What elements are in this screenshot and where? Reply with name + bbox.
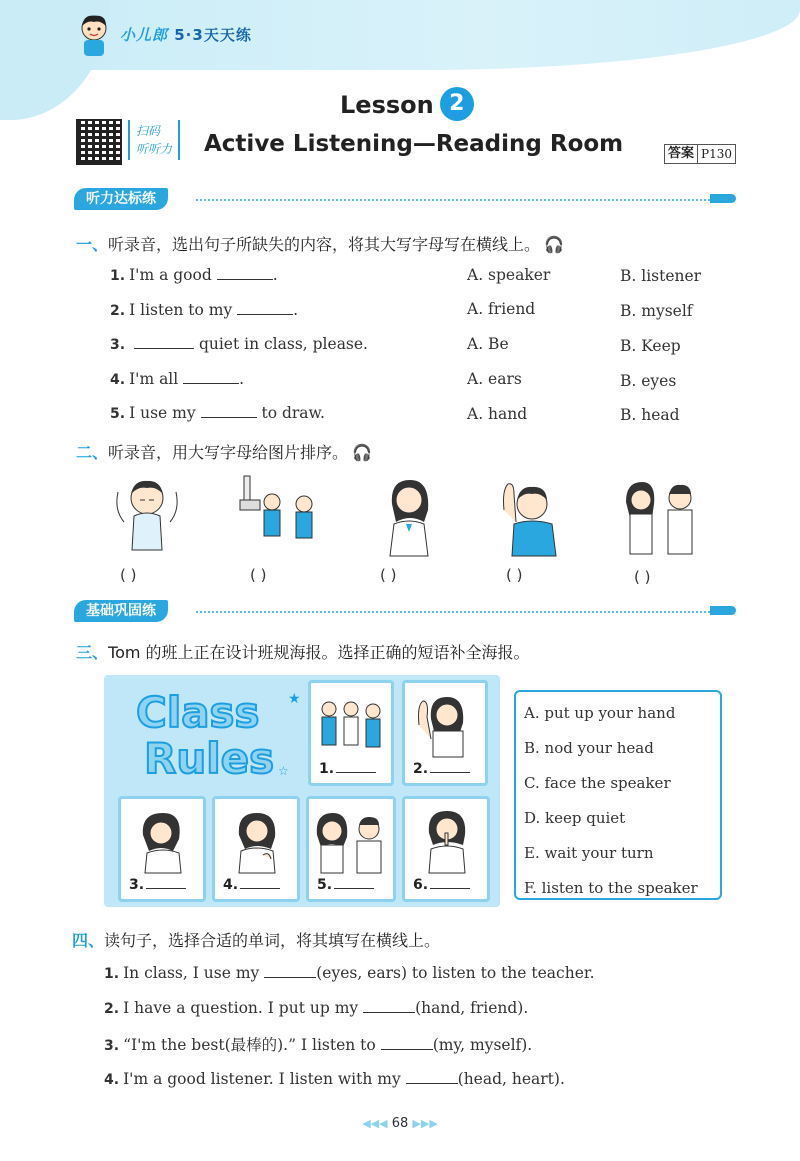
page-number: ◀◀◀ 68 ▶▶▶ <box>362 1116 438 1131</box>
scan-to-listen: 扫码 听听力 <box>128 120 180 160</box>
picture-girl-listening <box>374 470 444 558</box>
poster-frame-6 <box>402 796 490 902</box>
picture-girl-raising-hand <box>405 689 485 759</box>
answer-blank[interactable] <box>134 334 194 349</box>
answer-paren-1[interactable]: ( ) <box>120 566 137 584</box>
answer-paren-4[interactable]: ( ) <box>506 566 523 584</box>
question-2-instruction: 二、听录音，用大写字母给图片排序。 🎧 <box>76 443 372 462</box>
class-rules-title <box>128 683 304 781</box>
lesson-title: Active Listening—Reading Room <box>204 131 624 157</box>
answer-blank[interactable] <box>237 300 293 315</box>
answer-reference[interactable]: 答案 P130 <box>664 144 736 164</box>
section-banner-listening: 听力达标练 <box>74 188 736 212</box>
answer-blank[interactable] <box>183 369 239 384</box>
frame-label[interactable]: 3. <box>129 876 186 893</box>
q1-item-3: 3. quiet in class, please. <box>110 335 368 353</box>
section-banner-basic: 基础巩固练 <box>74 600 736 624</box>
picture-kids-at-water-fountain <box>236 470 320 558</box>
answer-blank[interactable] <box>264 963 316 978</box>
q1-item-4-option-a: A. ears <box>467 370 522 388</box>
answer-paren-3[interactable]: ( ) <box>380 566 397 584</box>
poster-frame-3 <box>118 796 206 902</box>
q1-item-5: 5. I use my to draw. <box>110 404 325 422</box>
q1-item-4: 4. I'm all . <box>110 370 245 388</box>
left-arrows-icon: ◀◀◀ <box>362 1117 388 1130</box>
picture-kids-facing <box>309 805 393 875</box>
svg-text:★: ★ <box>288 691 301 707</box>
picture-girl-nodding <box>123 805 203 875</box>
poster-frame-5 <box>306 796 396 902</box>
q1-item-2-option-b: B. myself <box>620 302 693 320</box>
answer-blank[interactable] <box>363 998 415 1013</box>
frame-label[interactable]: 4. <box>223 876 280 893</box>
svg-text:Class: Class <box>136 688 260 737</box>
q1-item-3-option-a: A. Be <box>467 335 509 353</box>
poster-option-d: D. keep quiet <box>524 809 626 827</box>
headphones-icon: 🎧 <box>352 443 372 462</box>
q4-item-4: 4. I'm a good listener. I listen with my (head, heart). <box>104 1070 565 1088</box>
poster-options-box <box>514 690 722 900</box>
answer-paren-2[interactable]: ( ) <box>250 566 267 584</box>
q4-item-3: 3. “I'm the best(最棒的).” I listen to (my, myself). <box>104 1036 533 1054</box>
poster-frame-4 <box>212 796 300 902</box>
picture-kids-in-line <box>311 689 391 759</box>
lesson-number-badge: 2 <box>440 87 474 121</box>
picture-girl-and-boy-facing <box>620 470 700 558</box>
poster-frame-1 <box>308 680 394 786</box>
q4-item-1: 1. In class, I use my (eyes, ears) to listen to the teacher. <box>104 964 595 982</box>
answer-blank[interactable] <box>201 403 257 418</box>
frame-label[interactable]: 2. <box>413 760 470 777</box>
svg-text:Rules: Rules <box>144 734 275 781</box>
picture-girl-finger-on-lips <box>407 805 487 875</box>
picture-boy-nodding <box>112 470 182 558</box>
question-3-instruction: 三、Tom 的班上正在设计班规海报。选择正确的短语补全海报。 <box>76 643 530 662</box>
q1-item-1: 1. I'm a good . <box>110 266 278 284</box>
headphones-icon: 🎧 <box>544 235 564 254</box>
frame-label[interactable]: 6. <box>413 876 470 893</box>
pencil-icon <box>710 606 736 615</box>
picture-boy-raising-hand <box>494 470 564 558</box>
poster-option-f: F. listen to the speaker <box>524 879 698 897</box>
answer-blank[interactable] <box>381 1035 433 1050</box>
svg-text:☆: ☆ <box>278 764 289 778</box>
q1-item-1-option-a: A. speaker <box>467 266 551 284</box>
right-arrows-icon: ▶▶▶ <box>412 1117 438 1130</box>
q1-item-4-option-b: B. eyes <box>620 372 677 390</box>
picture-girl-waiting <box>217 805 297 875</box>
q1-item-3-option-b: B. Keep <box>620 337 681 355</box>
q4-item-2: 2. I have a question. I put up my (hand, friend). <box>104 999 529 1017</box>
question-1-instruction: 一、听录音，选出句子所缺失的内容，将其大写字母写在横线上。 🎧 <box>76 235 564 254</box>
frame-label[interactable]: 1. <box>319 760 376 777</box>
q1-item-5-option-b: B. head <box>620 406 680 424</box>
q1-item-2-option-a: A. friend <box>467 300 536 318</box>
question-4-instruction: 四、读句子，选择合适的单词，将其填写在横线上。 <box>72 931 441 950</box>
boy-mascot-icon <box>74 12 114 60</box>
brand-logo: 小儿郎 5·3天天练 <box>120 26 252 44</box>
frame-label[interactable]: 5. <box>317 876 374 893</box>
answer-blank[interactable] <box>217 265 273 280</box>
answer-blank[interactable] <box>406 1069 458 1084</box>
poster-option-b: B. nod your head <box>524 739 654 757</box>
poster-option-e: E. wait your turn <box>524 844 654 862</box>
lesson-heading: Lesson 2 <box>340 90 474 124</box>
answer-paren-5[interactable]: ( ) <box>634 568 651 586</box>
poster-option-c: C. face the speaker <box>524 774 671 792</box>
qr-code[interactable] <box>76 119 122 165</box>
poster-option-a: A. put up your hand <box>524 704 676 722</box>
q1-item-5-option-a: A. hand <box>467 405 528 423</box>
q1-item-2: 2. I listen to my . <box>110 301 299 319</box>
pencil-icon <box>710 194 736 203</box>
poster-frame-2 <box>402 680 488 786</box>
q1-item-1-option-b: B. listener <box>620 267 702 285</box>
